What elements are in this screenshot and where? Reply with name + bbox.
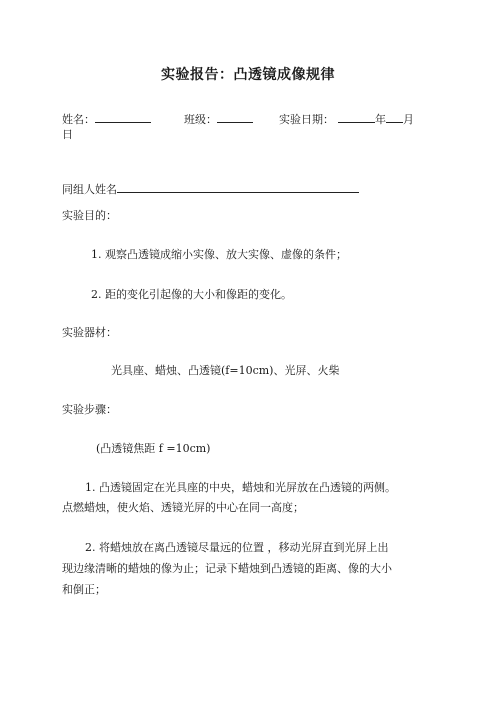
date-label: 实验日期： [279, 113, 334, 126]
step-2-line-2: 现边缘清晰的蜡烛的像为止；记录下蜡烛到凸透镜的距离、像的大小 [62, 562, 392, 575]
purpose-item-2: 2. 距的变化引起像的大小和像距的变化。 [91, 288, 292, 301]
step-1-line-2: 点燃蜡烛，使火焰、透镜光屏的中心在同一高度； [62, 501, 304, 514]
name-field [62, 110, 151, 128]
month-label: 月 [403, 113, 414, 126]
steps-heading: 实验步骤： [62, 403, 117, 416]
date-field [279, 110, 414, 128]
step-2-line-1: 2. 将蜡烛放在离凸透镜尽量远的位置 ，移动光屏直到光屏上出 [85, 541, 389, 554]
group-blank[interactable] [117, 180, 359, 193]
class-blank[interactable] [217, 110, 253, 123]
month-blank[interactable] [386, 110, 403, 123]
purpose-heading: 实验目的： [62, 209, 117, 222]
day-label: 日 [62, 128, 73, 141]
materials-text: 光具座、蜡烛、凸透镜(f=10cm)、光屏、火柴 [111, 364, 340, 377]
group-label: 同组人姓名 [62, 183, 117, 196]
year-label: 年 [375, 113, 386, 126]
year-blank[interactable] [338, 110, 375, 123]
name-label: 姓名： [62, 113, 95, 126]
group-field [62, 180, 359, 198]
document-title: 实验报告：凸透镜成像规律 [161, 67, 335, 83]
step-2-line-3: 和倒正； [62, 583, 106, 596]
class-label: 班级： [184, 113, 217, 126]
name-blank[interactable] [95, 110, 151, 123]
step-1-line-1: 1. 凸透镜固定在光具座的中央，蜡烛和光屏放在凸透镜的两侧。 [85, 481, 396, 494]
steps-note: (凸透镜焦距 f =10cm) [96, 442, 211, 455]
purpose-item-1: 1. 观察凸透镜成缩小实像、放大实像、虚像的条件； [91, 248, 347, 261]
materials-heading: 实验器材： [62, 326, 117, 339]
class-field [184, 110, 253, 128]
